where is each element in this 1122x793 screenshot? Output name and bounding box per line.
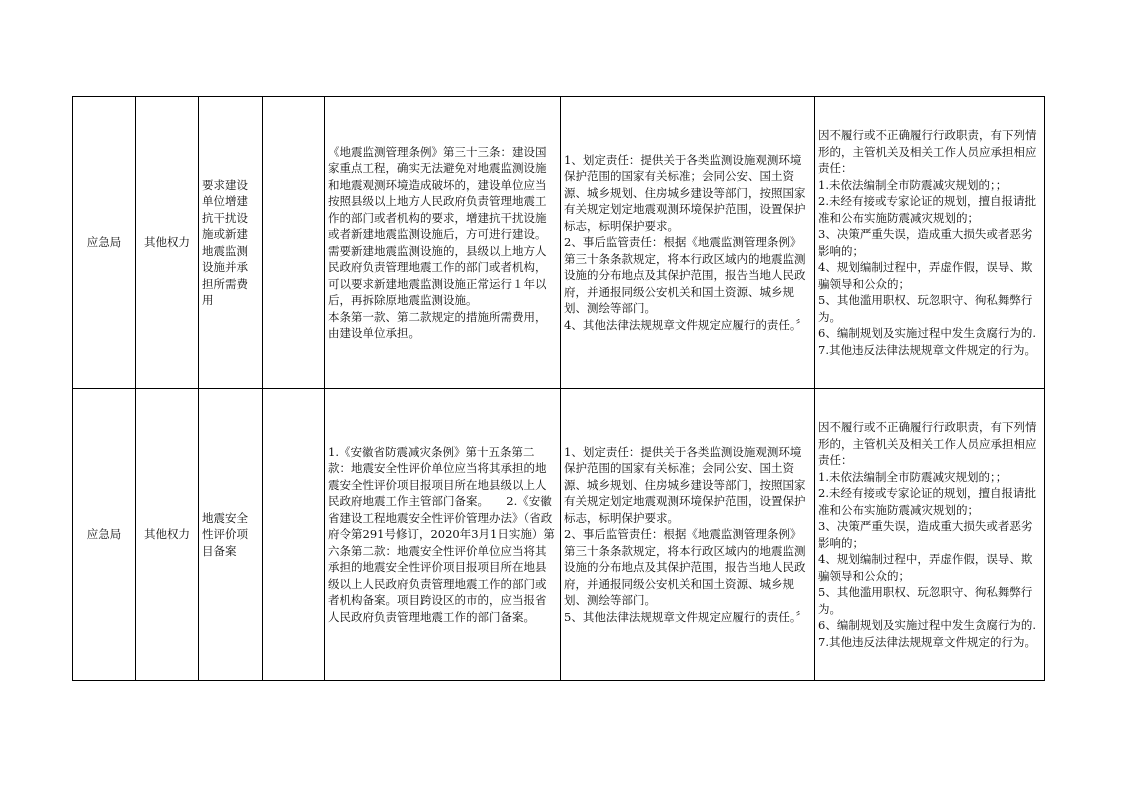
basis-cell: 《地震监测管理条例》第三十三条：建设国家重点工程，确实无法避免对地震监测设施和地震观测环境造成破坏的，建设单位应当按照县级以上地方人民政府负责管理地震工作的部门或者机构的要求，增建抗干扰设施或者新建地震监测设施后，方可进行建设。 需要新建地震监测设施的，县级以上地方人民政府负责管理地震工作的部门或者机构，可以要求新建地震监测设施正常运行１年以后，再拆除原地震监测设施。 本条第一款、第二款规定的措施所需费用，由建设单位承担。 — [325, 97, 561, 389]
basis-cell: 1.《安徽省防震减灾条例》第十五条第二款：地震安全性评价单位应当将其承担的地震安全性评价项目报项目所在地县级以上人民政府地震工作主管部门备案。 2.《安徽省建设工程地震安全性评价管理办法》（省政府令第291号修订，2020年3月1日实施）第六条第二款：地震安全性评价单位应当将其承担的地震安全性评价项目报项目所在地县级以上人民政府负责管理地震工作的部门或者机构备案。项目跨设区的市的，应当报省人民政府负责管理地震工作的部门备案。 — [325, 389, 561, 681]
item-cell: 要求建设单位增建抗干扰设施或新建地震监测设施并承担所需费用 — [199, 97, 263, 389]
dept-cell: 应急局 — [73, 389, 136, 681]
code-cell — [263, 389, 325, 681]
dept-cell: 应急局 — [73, 97, 136, 389]
accountability-cell: 因不履行或不正确履行行政职责，有下列情形的，主管机关及相关工作人员应承担相应责任： 1.未依法编制全市防震减灾规划的；； 2.未经有接或专家论证的规划，擅自报请批准和公布实施防震减灾规划的； 3、决策严重失误，造成重大损失或者恶劣影响的； 4、规划编制过程中，弄虚作假，误导、欺骗领导和公众的； 5、其他滥用职权、玩忽职守、徇私舞弊行为。 6、编制规划及实施过程中发生贪腐行为的. 7.其他违反法律法规规章文件规定的行为。 — [815, 389, 1045, 681]
duty-cell: 1、划定责任：提供关于各类监测设施观测环境保护范围的国家有关标准；会同公安、国土资源、城乡规划、住房城乡建设等部门，按照国家有关规定划定地震观测环境保护范围，设置保护标志，标明保护要求。 2、事后监管责任：根据《地震监测管理条例》第三十条条款规定，将本行政区域内的地震监测设施的分布地点及其保护范围，报告当地人民政府，并通报同级公安机关和国土资源、城乡规划、测绘等部门。 4、其他法律法规规章文件规定应履行的责任。〞 — [561, 97, 815, 389]
accountability-cell: 因不履行或不正确履行行政职责，有下列情形的，主管机关及相关工作人员应承担相应责任： 1.未依法编制全市防震减灾规划的；； 2.未经有接或专家论证的规划，擅自报请批准和公布实施防震减灾规划的； 3、决策严重失误，造成重大损失或者恶劣影响的； 4、规划编制过程中，弄虚作假，误导、欺骗领导和公众的； 5、其他滥用职权、玩忽职守、徇私舞弊行为。 6、编制规划及实施过程中发生贪腐行为的. 7.其他违反法律法规规章文件规定的行为。 — [815, 97, 1045, 389]
category-cell: 其他权力 — [136, 389, 199, 681]
category-cell: 其他权力 — [136, 97, 199, 389]
table-row — [73, 97, 1045, 389]
duty-cell: 1、划定责任：提供关于各类监测设施观测环境保护范围的国家有关标准；会同公安、国土资源、城乡规划、住房城乡建设等部门，按照国家有关规定划定地震观测环境保护范围，设置保护标志，标明保护要求。 2、事后监管责任：根据《地震监测管理条例》第三十条条款规定，将本行政区域内的地震监测设施的分布地点及其保护范围，报告当地人民政府，并通报同级公安机关和国土资源、城乡规划、测绘等部门。 5、其他法律法规规章文件规定应履行的责任。〞 — [561, 389, 815, 681]
table-row — [73, 389, 1045, 681]
power-list-table — [72, 96, 1045, 681]
code-cell — [263, 97, 325, 389]
item-cell: 地震安全性评价项目备案 — [199, 389, 263, 681]
